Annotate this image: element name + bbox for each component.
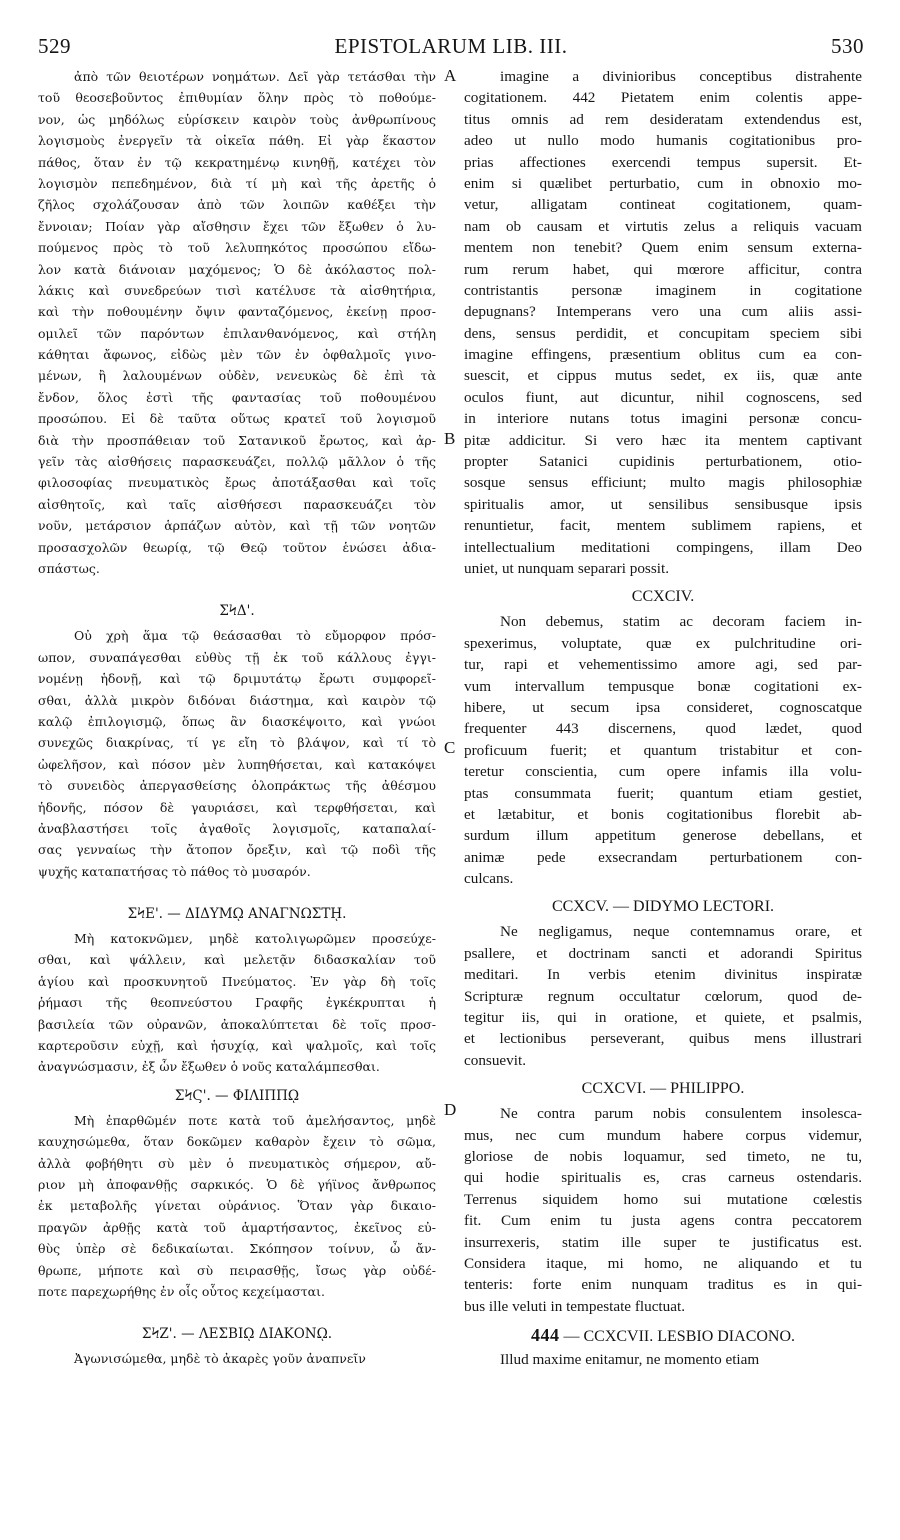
- text-line: σθαι, καὶ ψάλλειν, καὶ μελετᾷν διδασκαλίαν τοῦ: [38, 952, 436, 968]
- text-line: bus ille veluti in tempestate fluctuat.: [464, 1297, 686, 1315]
- greek-paragraph: [38, 1348, 436, 1369]
- text-line: καυχησώμεθα, ὅταν δοκῶμεν καθαρὸν ἔχειν τὸ σῶμα,: [38, 1134, 436, 1150]
- text-line: ζῆλος σχολάζουσαν ἀπὸ τῶν λοιπῶν καθέξει τὴν: [38, 197, 436, 213]
- text-line: contristantis personæ imaginem in cogitatione: [464, 281, 862, 299]
- text-line: spiritualis amor, ut sensilibus sensibusque ipsis: [464, 495, 862, 513]
- text-line: frequenter 443 discernens, quod lædet, quod: [464, 720, 862, 738]
- text-line: ψυχῆς καταπατήσας τὸ πάθος τὸ μυσαρόν.: [38, 863, 311, 879]
- text-line: adeo ut nullo modo humanis cogitationibus pro-: [464, 132, 862, 150]
- text-line: tegitur iis, qui in oratione, et quiete, et psalmis,: [464, 1009, 862, 1027]
- text-line: tenteris: forte enim nunquam traditus es in qui-: [464, 1276, 862, 1294]
- text-line: νομένῃ ἡδονῇ, καὶ τῷ δριμυτάτῳ ἔρωτι συμφορεῖ-: [38, 671, 436, 687]
- text-line: intellectualium meditationi compingens, illam Deo: [464, 538, 862, 556]
- text-line: προσώπου. Εἰ δὲ ταῦτα οὕτως κρατεῖ τοῦ λογισμοῦ: [38, 411, 436, 427]
- text-line: φιλοσοφίας πνευματικὸς ἔρως ἀποτάξασθαι καὶ τοῖς: [38, 475, 436, 491]
- page-number-right: 530: [831, 34, 864, 58]
- latin-letter-heading: CCXCVI. — PHILIPPO.: [581, 1080, 745, 1098]
- greek-letter-heading: ΣϞΖ'. — ΛΕΣΒΙῼ ΔΙΑΚΟΝῼ.: [141, 1326, 333, 1343]
- text-line: ποτε παρεχωρήθης ἐν οἷς οὗτος κεχείμασται.: [38, 1283, 325, 1299]
- greek-letter-heading: ΣϞΔ'.: [219, 603, 255, 620]
- text-line: συνεχῶς διακρίνας, τί γε εἴη τὸ βλάψον, καὶ τί τὸ: [38, 735, 436, 751]
- text-line: θὺς ὑπὲρ σὲ δεδικαίωται. Σκόπησον τοίνυν, ὦ ἄν-: [38, 1241, 436, 1257]
- text-line: culcans.: [464, 870, 514, 888]
- text-line: hibere, ut secum ipsa consideret, cognoscatque: [464, 698, 862, 716]
- text-line: Illud maxime enitamur, ne momento etiam: [500, 1351, 760, 1369]
- text-line: renuntietur, facit, mentem sublimem rapiens, et: [464, 517, 862, 535]
- greek-paragraph: [38, 625, 436, 882]
- text-line: spexerimus, voluptate, quæ ex pulchritudine ori-: [464, 634, 862, 652]
- text-line: ἔννοιαν; Ποίαν γὰρ αἴσθησιν ἔχει τῶν ἔξωθεν ὁ λυ-: [38, 218, 436, 234]
- text-line: vum intervallum tempusque bonæ cogitationi ex-: [464, 677, 862, 695]
- text-line: σπάστως.: [38, 560, 100, 576]
- text-line: in interiore nutans totus imagini personæ concu-: [464, 410, 862, 428]
- text-line: σας γενναίως τὴν ἄτοπον ὄρεξιν, καὶ τῷ ποδὶ τῆς: [38, 842, 436, 858]
- text-line: animæ pede exsecrandam perturbationem con-: [464, 848, 862, 866]
- latin-letter-heading: CCXCV. — DIDYMO LECTORI.: [551, 898, 775, 916]
- text-line: Οὐ χρὴ ἅμα τῷ θεάσασθαι τὸ εὔμορφον πρόσ-: [74, 628, 436, 644]
- latin-paragraph: [464, 1349, 862, 1370]
- greek-paragraph: [38, 928, 436, 1078]
- greek-column: [38, 66, 436, 1370]
- text-line: dens, sensus perdidit, et concupitam speciem sibi: [464, 324, 862, 342]
- text-line: gloriose de nobis loquamur, sed timeto, ne tu,: [464, 1147, 862, 1165]
- text-line: ἀλλὰ φοβήθητι σὺ μὲν ὁ πνευματικὸς σήμερον, αὔ-: [38, 1155, 436, 1171]
- text-line: suescit, et cippus mutus sedet, ex iis, quæ ante: [464, 367, 862, 385]
- text-line: mus, nec cum mundum habere corpus videmur,: [464, 1126, 862, 1144]
- text-line: καρτεροῦσιν εὐχῇ, καὶ ἡσυχίᾳ, καὶ ψαλμοῖς, καὶ τοῖς: [38, 1038, 436, 1054]
- latin-column: [464, 66, 862, 1370]
- text-line: ἀπὸ τῶν θειοτέρων νοημάτων. Δεῖ γὰρ τετάσθαι τὴν: [74, 69, 436, 84]
- text-line: τὸ συνειδὸς ἀπεργασθείσης ὁλοπράκτως τῆς ἀθέσμου: [38, 778, 436, 794]
- text-line: διὰ τὴν προσπάθειαν τοῦ Σατανικοῦ ἔρωτος, καὶ ἀρ-: [38, 432, 436, 448]
- text-line: teretur conscientia, cum opere infamis illa volu-: [464, 763, 862, 781]
- text-line: σθαι, ἀλλὰ μικρὸν διδόναι διάστημα, καὶ καιρὸν τῷ: [38, 692, 436, 708]
- text-line: ptas consummata fuerit; quantum etiam gestiet,: [464, 784, 862, 802]
- text-line: Ne negligamus, neque contemnamus orare, et: [500, 923, 862, 941]
- text-line: vetur, alligatam contineat cogitationem, quam-: [464, 196, 862, 214]
- latin-letter-heading: CCXCIV.: [631, 588, 695, 606]
- text-line: cogitationem. 442 Pietatem enim colentis appe-: [464, 89, 862, 107]
- text-line: fit. Cum enim tu justa agens contra peccatorem: [464, 1212, 862, 1230]
- text-line: ἀναβλαστήσει τοῖς ἀγαθοῖς λογισμοῖς, καταπαλαί-: [38, 820, 436, 836]
- text-line: ἔνδον, ὅλος ἐστὶ τῆς φαντασίας τοῦ ποθουμένου: [38, 389, 436, 405]
- text-line: βασιλεία τῶν οὐρανῶν, ἀποκαλύπτεται δὲ τοῖς προσ-: [38, 1016, 436, 1032]
- text-line: Terrenus siquidem homo sui mutatione cœlestis: [464, 1190, 862, 1208]
- text-line: surdum illum appetitum generose debellans, et: [464, 827, 862, 845]
- text-line: psallere, et doctrinam sancti et adorandi Spiritus: [464, 944, 862, 962]
- original-page-number: 444: [530, 1325, 560, 1346]
- text-line: ἡδονῆς, πόσον δὲ γαυριάσει, καὶ τερφθήσεται, καὶ: [38, 799, 436, 815]
- text-line: oculos fiunt, aut dicuntur, nihil cognoscens, sed: [464, 388, 862, 406]
- text-line: λογισμὸν πεπεδημένον, διὰ τί μὴ καὶ τῆς ἀρετῆς ὁ: [38, 175, 436, 191]
- margin-letter: A: [444, 66, 457, 85]
- text-line: depugnans? Intemperans vero una cum aliis assi-: [464, 303, 862, 321]
- text-line: Μὴ ἐπαρθῶμέν ποτε κατὰ τοῦ ἀμελήσαντος, μηδὲ: [74, 1112, 436, 1128]
- text-line: insurrexeris, statim ille super te justificatus est.: [464, 1233, 862, 1251]
- text-line: prias affectiones exercendi tempus supersit. Et-: [464, 153, 862, 171]
- text-line: rum rerum habet, qui mœrore afficitur, contra: [464, 260, 862, 278]
- text-line: Considera itaque, mi homo, ne aliquando et tu: [464, 1254, 862, 1272]
- text-line: Μὴ κατοκνῶμεν, μηδὲ κατολιγωρῶμεν προσεύχε-: [74, 931, 436, 947]
- latin-paragraph: [464, 66, 862, 579]
- latin-paragraph: [464, 611, 862, 889]
- text-line: Ne contra parum nobis consulentem insolesca-: [500, 1105, 862, 1123]
- margin-section-letters: [440, 0, 462, 1540]
- text-line: κάθηται ἄφωνος, εἰδὼς μὲν τῶν ἐν ὀφθαλμοῖς γινο-: [38, 347, 436, 363]
- greek-paragraph: [38, 66, 436, 579]
- text-line: λογισμοὺς ἐνεργεῖν τὰ οἰκεῖα πάθη. Εἰ γὰρ ἕκαστον: [38, 133, 436, 149]
- text-line: μένων, ἢ λαλουμένων οὐδὲν, νενευκὼς δὲ ἐπὶ τὰ: [38, 368, 436, 384]
- latin-paragraph: [464, 1103, 862, 1317]
- text-line: imagine a divinioribus conceptibus distrahente: [500, 68, 862, 85]
- text-line: tur, rapi et vehementissimo amore agi, sed par-: [464, 656, 862, 674]
- text-line: ριον μὴ ἀποφανθῇς σαρκικός. Ὁ δὲ γήϊνος ἄνθρωπος: [38, 1176, 436, 1192]
- text-line: mentem non tenebit? Quem enim sensum externa-: [464, 239, 862, 257]
- text-line: qui hodie spiritualis es, cras carneus ostendaris.: [464, 1169, 862, 1187]
- text-line: νοῦν, μετάρσιον ἁρπάζων αὐτὸν, καὶ τῇ τῶν νοητῶν: [38, 518, 436, 534]
- text-line: προσασχολῶν θεωρίᾳ, τῷ Θεῷ τοῦτον ἑνώσει ἀδια-: [38, 539, 436, 555]
- text-line: αἰσθητοῖς, καὶ ταῖς αἰσθήσεσι παρασκευάζει τὸν: [38, 496, 436, 512]
- text-line: ἐκ μεταβολῆς γίνεται οὐράνιος. Ὅταν γὰρ δικαιο-: [38, 1198, 436, 1214]
- text-line: λάκις καὶ συνεδρεύων τισὶ κατέλυσε τὰ αἰσθητήρια,: [38, 282, 436, 298]
- text-line: consuevit.: [464, 1051, 527, 1069]
- text-line: πούμενος πρὸς τὸ τοῦ λελυπηκότος προσώπου εἴδω-: [38, 240, 436, 256]
- text-line: meditari. In verbis etenim divinitus inspiratæ: [464, 966, 862, 984]
- text-line: proficuum fuerit; et quantum tristabitur et con-: [464, 741, 862, 759]
- text-line: γεῖν τὰς αἰσθήσεις παρασκευάζει, πολλῷ μᾶλλον ὁ τῆς: [38, 454, 436, 470]
- spacer: [38, 1302, 436, 1316]
- text-line: ὠφελῆσον, καὶ πόσον μὲν λυπηθήσεται, καὶ κατακόψει: [38, 756, 436, 772]
- text-line: νον, ὡς μηδόλως εὑρίσκειν καιρὸν τοὺς ἀνθρωπίνους: [38, 111, 436, 127]
- text-line: ῥήμασι τῆς θεοπνεύστου Γραφῆς ἐγκέκρυπται ἡ: [38, 995, 436, 1011]
- text-line: et lætabitur, et bonis cogitationibus florebit ab-: [464, 805, 862, 823]
- text-line: λον κατὰ διάνοιαν μαχόμενος; Ὁ δὲ ἀκόλαστος πολ-: [38, 261, 436, 277]
- text-line: καὶ τὴν ποθουμένην ὄψιν φανταζόμενος, ἐκείνῃ προσ-: [38, 304, 436, 320]
- text-line: imagine effingens, præsentium oblitus cum ea con-: [464, 346, 862, 364]
- text-line: ἁγίου καὶ προσκυνητοῦ Πνεύματος. Ἐν γὰρ δὴ τοῖς: [38, 973, 436, 989]
- text-line: uniet, ut nunquam separari possit.: [464, 559, 669, 577]
- greek-paragraph: [38, 1110, 436, 1303]
- latin-letter-heading-text: — CCXCVII. LESBIO DIACONO.: [563, 1328, 796, 1346]
- text-line: τοῦ θεοσεβοῦντος ἐπιθυμίαν ὅλην πρὸς τὸ ποθούμε-: [38, 90, 436, 106]
- text-line: nam ob causam et virtutis zelus a reliquis vacuam: [464, 217, 862, 235]
- text-line: καλῷ ἐπιλογισμῷ, ὅπως ἂν διασκέψοιτο, καὶ γνώοι: [38, 713, 436, 729]
- text-line: ωπον, συναπάγεσθαι εὐθὺς τῇ ἐκ τοῦ κάλλους ἐγγι-: [38, 649, 436, 665]
- text-line: Ἀγωνισώμεθα, μηδὲ τὸ ἀκαρὲς γοῦν ἀναπνεῖν: [74, 1351, 366, 1367]
- greek-letter-heading: ΣϞΕ'. — ΔΙΔΥΜῼ ΑΝΑΓΝΩΣΤῌ.: [127, 906, 347, 923]
- latin-letter-heading: [464, 1321, 862, 1349]
- text-line: Non debemus, statim ac decoram faciem in-: [500, 613, 862, 631]
- page-number-left: 529: [38, 34, 71, 58]
- spacer: [38, 579, 436, 593]
- text-line: pitæ addicitur. Si vero hæc ita mentem captivant: [464, 431, 862, 449]
- text-line: πάθος, ὅταν ἐν τῷ κεκρατημένῳ κινηθῇ, κατέχει τὸν: [38, 154, 436, 170]
- text-line: enim si quælibet perturbatio, cum in obnoxio mo-: [464, 174, 862, 192]
- text-line: πραγῶν ἀρθῇς κατὰ τοῦ ἁμαρτήσαντος, ἐκεῖνος εὐ-: [38, 1219, 436, 1235]
- text-line: θρωπε, μήποτε καὶ σὺ πειρασθῇς, ἴσως γὰρ οὐδέ-: [38, 1262, 436, 1278]
- text-line: ἀναγνώσμασιν, ἐξ ὧν ἔξωθεν ὁ νοῦς καταλάμπεσθαι.: [38, 1059, 380, 1075]
- text-line: et lectionibus perseverant, quibus mens illustrari: [464, 1030, 862, 1048]
- running-title: EPISTOLARUM LIB. III.: [334, 34, 568, 58]
- text-line: Scripturæ regnum occultatur cœlorum, quod de-: [464, 987, 862, 1005]
- text-line: sosque sensus efficiunt; multo magis philosophiæ: [464, 474, 862, 492]
- margin-letter: D: [444, 1100, 457, 1119]
- greek-letter-heading: ΣϞϚ'. — ΦΙΛΙΠΠῼ: [174, 1087, 300, 1104]
- spacer: [38, 882, 436, 896]
- text-line: propter Satanici cupidinis perturbationem, otio-: [464, 453, 862, 471]
- text-line: titus omnis ad rem desideratam extendendus est,: [464, 110, 862, 128]
- margin-letter: C: [444, 738, 456, 757]
- text-line: ομιλεῖ τῶν παρόντων ἐπιλανθανόμενος, καὶ στήλη: [38, 325, 436, 341]
- latin-paragraph: [464, 921, 862, 1071]
- margin-letter: B: [444, 429, 456, 448]
